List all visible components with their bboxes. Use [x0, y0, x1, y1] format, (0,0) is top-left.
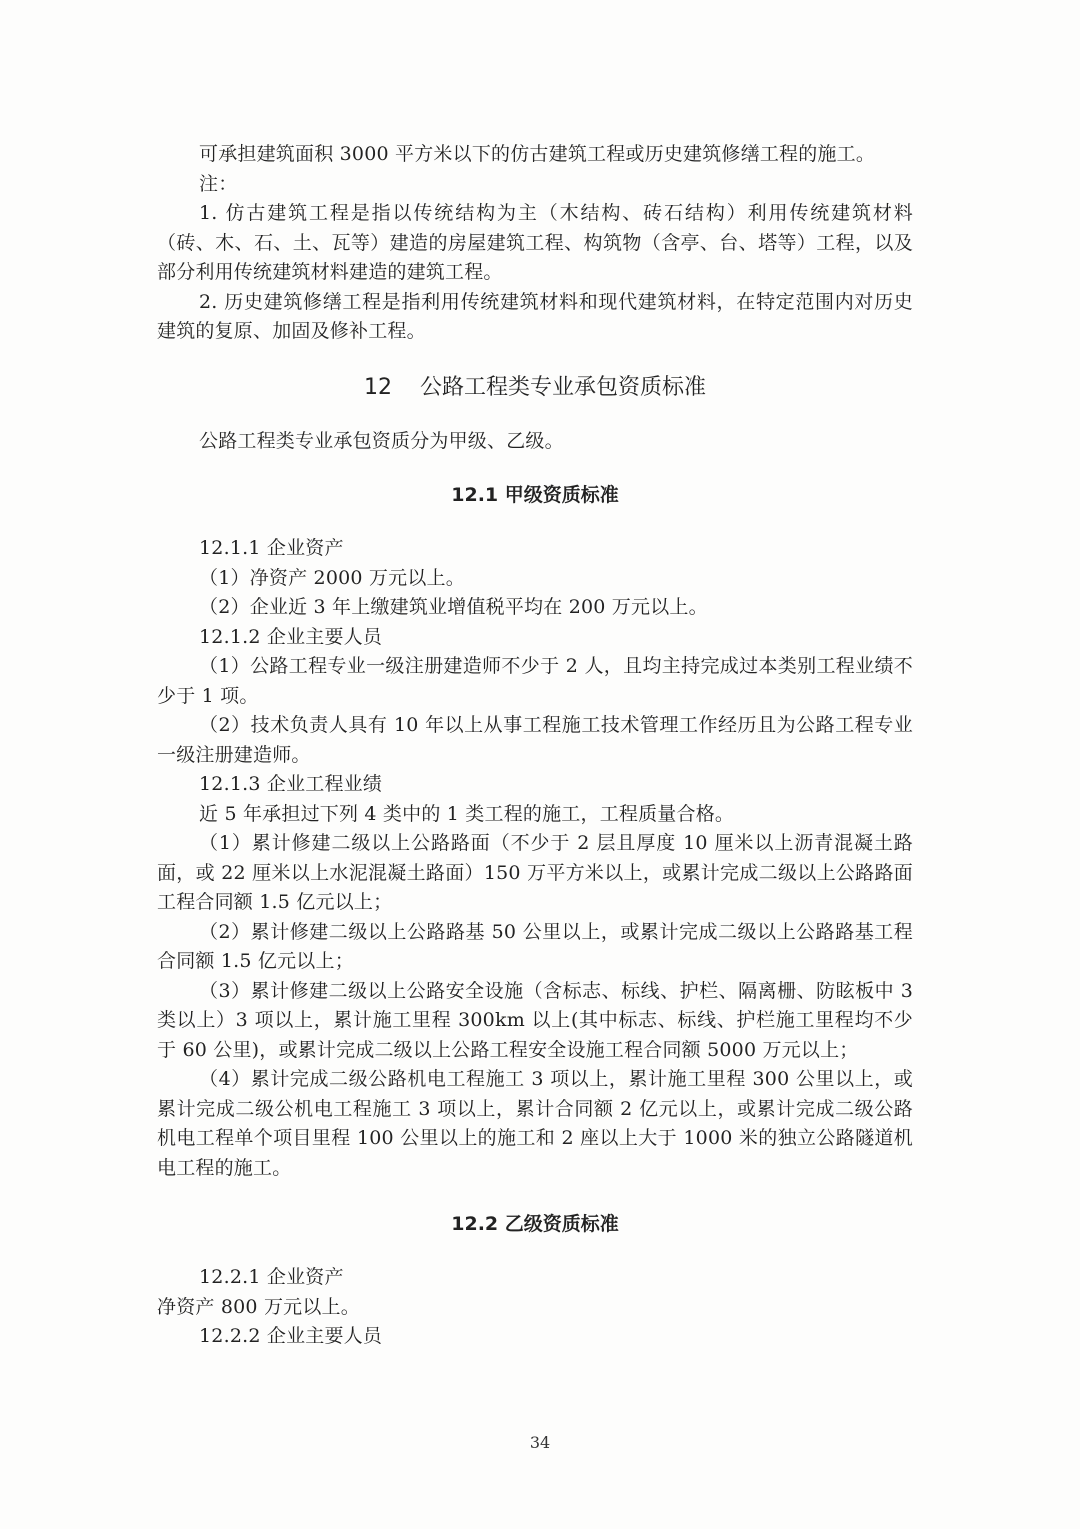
note-label: 注：	[199, 172, 238, 195]
performance-item-1: （1）累计修建二级以上公路路面（不少于 2 层且厚度 10 厘米以上沥青混凝土路面，或 22 厘米以上水泥混凝土路面）150 万平方米以上，或累计完成二级以上公路路面工程合同额 1.5 亿元以上；	[157, 832, 913, 913]
performance-intro: 近 5 年承担过下列 4 类中的 1 类工程的施工，工程质量合格。	[199, 802, 735, 825]
note-item-2: 2. 历史建筑修缮工程是指利用传统建筑材料和现代建筑材料，在特定范围内对历史建筑的复原、加固及修补工程。	[157, 290, 913, 342]
note-item-1: 1. 仿古建筑工程是指以传统结构为主（木结构、砖石结构）利用传统建筑材料（砖、木、石、土、瓦等）建造的房屋建筑工程、构筑物（含亭、台、塔等）工程，以及部分利用传统建筑材料建造的建筑工程。	[157, 202, 913, 283]
performance-item-4: （4）累计完成二级公路机电工程施工 3 项以上，累计施工里程 300 公里以上，或累计完成二级公机电工程施工 3 项以上，累计合同额 2 亿元以上，或累计完成二级公路机电工程单个项目里程 100 公里以上的施工和 2 座以上大于 1000 米的独立公路隧道机电工程的施工。	[157, 1068, 913, 1179]
intro-paragraph: 可承担建筑面积 3000 平方米以下的仿古建筑工程或历史建筑修缮工程的施工。	[199, 143, 876, 165]
section-12-title: 公路工程类专业承包资质标准	[419, 374, 706, 400]
section-12-heading	[157, 373, 913, 403]
assets-heading-12-2-1: 12.2.1 企业资产	[199, 1266, 344, 1288]
page-number: 34	[529, 1433, 551, 1452]
personnel-item-2: （2）技术负责人具有 10 年以上从事工程施工技术管理工作经历且为公路工程专业一级注册建造师。	[157, 714, 913, 766]
performance-item-2: （2）累计修建二级以上公路路基 50 公里以上，或累计完成二级以上公路路基工程合同额 1.5 亿元以上；	[157, 920, 913, 972]
assets-item-1: （1）净资产 2000 万元以上。	[199, 566, 465, 589]
section-12-2-heading: 12.2 乙级资质标准	[451, 1213, 619, 1235]
personnel-heading-12-1-2: 12.1.2 企业主要人员	[199, 625, 383, 648]
personnel-heading-12-2-2: 12.2.2 企业主要人员	[199, 1325, 383, 1347]
assets-item-12-2: 净资产 800 万元以上。	[157, 1295, 360, 1318]
assets-item-2: （2）企业近 3 年上缴建筑业增值税平均在 200 万元以上。	[199, 596, 708, 618]
section-12-number: 12	[363, 374, 392, 400]
page-content	[157, 140, 913, 1352]
assets-heading-12-1-1: 12.1.1 企业资产	[199, 537, 344, 559]
performance-item-3: （3）累计修建二级以上公路安全设施（含标志、标线、护栏、隔离栅、防眩板中 3 类以上）3 项以上，累计施工里程 300km 以上(其中标志、标线、护栏施工里程均不少于 60 公里)，或累计完成二级以上公路工程安全设施工程合同额 5000 万元以上；	[157, 979, 913, 1061]
performance-heading-12-1-3: 12.1.3 企业工程业绩	[199, 773, 383, 795]
section-12-1-heading: 12.1 甲级资质标准	[451, 484, 619, 506]
section-12-intro: 公路工程类专业承包资质分为甲级、乙级。	[199, 429, 564, 452]
personnel-item-1: （1）公路工程专业一级注册建造师不少于 2 人，且均主持完成过本类别工程业绩不少于 1 项。	[157, 655, 913, 707]
